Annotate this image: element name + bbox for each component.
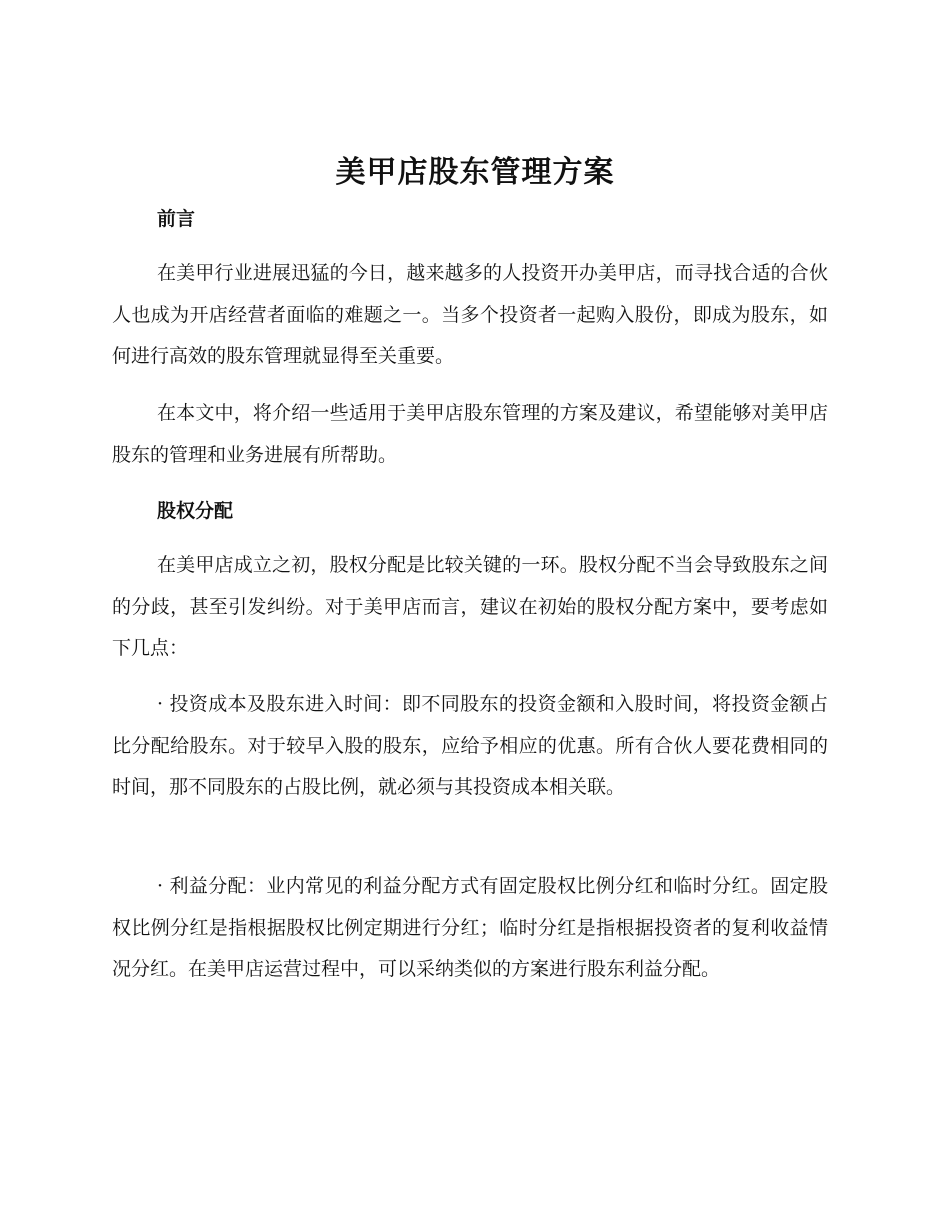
paragraph: 在美甲店成立之初，股权分配是比较关键的一环。股权分配不当会导致股东之间的分歧，甚至引发纠纷。对于美甲店而言，建议在初始的股权分配方案中，要考虑如下几点： bbox=[112, 554, 828, 659]
paragraph: 在本文中，将介绍一些适用于美甲店股东管理的方案及建议，希望能够对美甲店股东的管理和业务进展有所帮助。 bbox=[112, 402, 828, 466]
document-title: 美甲店股东管理方案 bbox=[335, 155, 615, 190]
bullet-paragraph: · 投资成本及股东进入时间：即不同股东的投资金额和入股时间，将投资金额占比分配给股东。对于较早入股的股东，应给予相应的优惠。所有合伙人要花费相同的时间，那不同股东的占股比例，就必须与其投资成本相关联。 bbox=[112, 693, 828, 798]
bullet-paragraph: · 利益分配：业内常见的利益分配方式有固定股权比例分红和临时分红。固定股权比例分红是指根据股权比例定期进行分红；临时分红是指根据投资者的复利收益情况分红。在美甲店运营过程中，可以采纳类似的方案进行股东利益分配。 bbox=[112, 875, 828, 980]
section-heading-preface: 前言 bbox=[157, 208, 196, 230]
section-heading-equity-distribution: 股权分配 bbox=[157, 500, 234, 522]
paragraph: 在美甲行业进展迅猛的今日，越来越多的人投资开办美甲店，而寻找合适的合伙人也成为开店经营者面临的难题之一。当多个投资者一起购入股份，即成为股东，如何进行高效的股东管理就显得至关重要。 bbox=[112, 262, 828, 367]
